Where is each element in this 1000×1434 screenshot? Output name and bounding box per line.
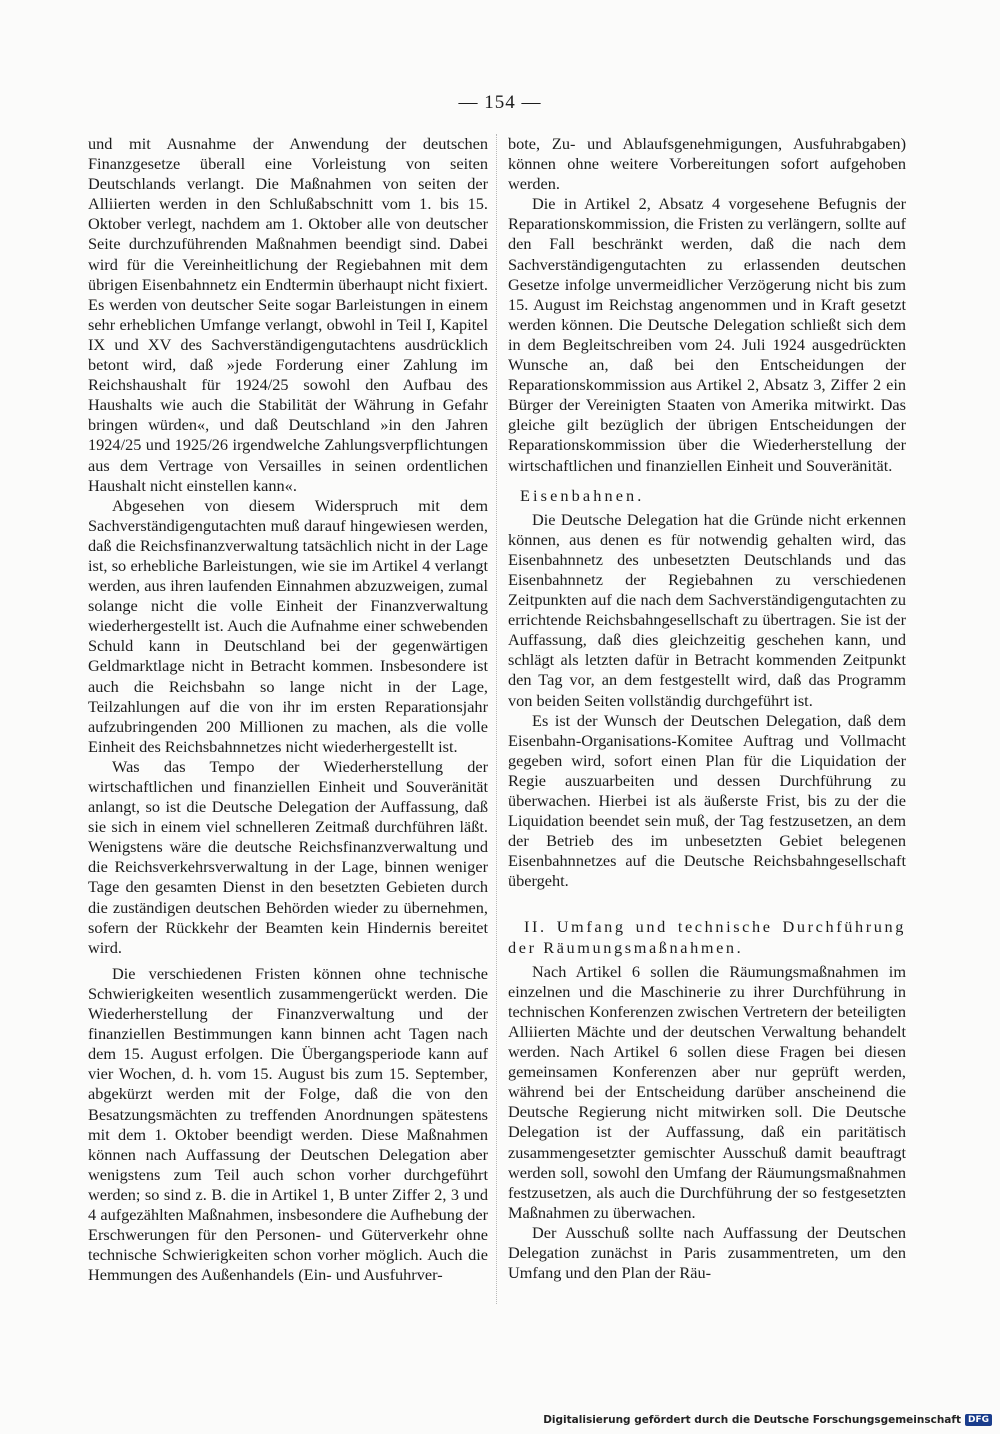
credit-text: Digitalisierung gefördert durch die Deutsche Forschungsgemeinschaft <box>543 1414 961 1426</box>
paragraph: Der Ausschuß sollte nach Auffassung der Deutschen Delegation zunächst in Paris zusammentreten, um den Umfang und den Plan der Räu- <box>508 1222 906 1283</box>
paragraph: Nach Artikel 6 sollen die Räumungsmaßnahmen im einzelnen und die Maschinerie zu ihrer Durchführung in technischen Konferenzen zwischen Vertretern der beteiligten Alliierten Mächte und der deutschen Verwaltung behandelt werden. Nach Artikel 6 sollen diese Fragen bei diesen gemeinsamen Konferenzen aber nur geprüft werden, während bei der Entscheidung darüber anscheinend die Deutsche Regierung nicht mitwirken soll. Die Deutsche Delegation ist der Auffassung, daß ein paritätisch zusammengesetzter gemischter Ausschuß damit beauftragt werden soll, sowohl den Umfang der Räumungsmaßnahmen festzusetzen, als auch die Durchführung der so festgesetzten Maßnahmen zu überwachen. <box>508 961 906 1222</box>
dfg-logo-icon: DFG <box>965 1414 992 1426</box>
digitization-credit <box>543 1414 992 1426</box>
paragraph: Die Deutsche Delegation hat die Gründe nicht erkennen können, aus denen es für notwendig gehalten wird, das Eisenbahnnetz des unbesetzten Deutschlands und das Eisenbahnnetz der Regiebahnen zu verschiedenen Zeitpunkten auf die nach dem Sachverständigengutachten zu errichtende Reichsbahngesellschaft zu übertragen. Sie ist der Auffassung, daß dies gleichzeitig geschehen kann, und schlägt als letzten dafür in Betracht kommenden Zeitpunkt den Tag vor, an dem festgestellt wird, daß das Programm von beiden Seiten vollständig durchgeführt ist. <box>508 509 906 710</box>
right-column <box>508 134 906 1283</box>
paragraph: Es ist der Wunsch der Deutschen Delegation, daß dem Eisenbahn-Organisations-Komitee Auftrag und Vollmacht gegeben wird, sofort einen Plan für die Liquidation der Regie auszuarbeiten und dessen Durchführung zu überwachen. Hierbei ist als äußerste Frist, bis zu der die Liquidation beendet sein muß, der Tag festzusetzen, an dem der Betrieb des im unbesetzten Gebiet belegenen Eisenbahnnetzes auf die Deutsche Reichsbahngesellschaft übergeht. <box>508 710 906 891</box>
paragraph: Abgesehen von diesem Widerspruch mit dem Sachverständigengutachten muß darauf hingewiesen werden, daß die Reichsfinanzverwaltung tatsächlich nicht in der Lage ist, so erhebliche Barleistungen, wie sie im Artikel 4 verlangt werden, aus ihren laufenden Einnahmen abzuzweigen, zumal solange nicht die volle Einheit der Finanzverwaltung wiederhergestellt ist. Auch die Aufnahme einer schwebenden Schuld kann in Deutschland bei der gegenwärtigen Geldmarktlage nicht in Betracht kommen. Insbesondere ist auch die Reichsbahn so lange nicht in der Lage, Teilzahlungen auf die von ihr im ersten Reparationsjahr aufzubringenden 200 Millionen zu machen, als die volle Einheit des Reichsbahnnetzes nicht wiederhergestellt ist. <box>88 495 488 756</box>
page-number: — 154 — <box>458 92 542 113</box>
paragraph: und mit Ausnahme der Anwendung der deutschen Finanzgesetze überall eine Vorleistung von seiten Deutschlands verlangt. Die Maßnahmen von seiten der Alliierten werden in den Schlußabschnitt vom 1. bis 15. Oktober verlegt, nachdem am 1. Oktober alle von deutscher Seite durchzuführenden Maßnahmen beendigt sind. Dabei wird für die Vereinheitlichung der Regiebahnen mit dem übrigen Eisenbahnnetz ein Endtermin überhaupt nicht fixiert. Es werden von deutscher Seite sogar Barleistungen in einem sehr erheblichen Umfange verlangt, obwohl in Teil I, Kapitel IX und XV des Sachverständigengutachtens ausdrücklich betont wird, daß »jede Forderung einer Zahlung im Reichshaushalt für 1924/25 sowohl den Aufbau des Haushalts wie auch die Stabilität der Währung in Gefahr bringen würden«, und daß Deutschland »in den Jahren 1924/25 und 1925/26 irgendwelche Zahlungsverpflichtungen aus dem Vertrage von Versailles in seinen ordentlichen Haushalt nicht einstellen kann«. <box>88 134 488 495</box>
column-divider <box>496 134 497 1304</box>
paragraph: Die verschiedenen Fristen können ohne technische Schwierigkeiten wesentlich zusammengerückt werden. Die Wiederherstellung der Finanzverwaltung und der finanziellen Bestimmungen kann binnen acht Tagen nach dem 15. August erfolgen. Die Übergangsperiode kann auf vier Wochen, d. h. vom 15. August bis zum 15. September, abgekürzt werden mit der Folge, daß die von den Besatzungsmächten zu treffenden Anordnungen spätestens mit dem 1. Oktober beendigt werden. Diese Maßnahmen können nach Auffassung der Deutschen Delegation aber wenigstens zum Teil auch schon vorher durchgeführt werden; so sind z. B. die in Artikel 1, B unter Ziffer 2, 3 und 4 aufgezählten Maßnahmen, insbesondere die Aufhebung der Erschwerungen für den Personen- und Güterverkehr ohne technische Schwierigkeiten schon vorher möglich. Auch die Hemmungen des Außenhandels (Ein- und Ausfuhrver- <box>88 963 488 1285</box>
paragraph: Die in Artikel 2, Absatz 4 vorgesehene Befugnis der Reparationskommission, die Fristen zu verlängern, sollte auf den Fall beschränkt werden, daß die nach dem Sachverständigengutachten zu erlassenden deutschen Gesetze infolge unvermeidlicher Verzögerung nicht bis zum 15. August im Reichstag angenommen und in Kraft gesetzt werden können. Die Deutsche Delegation schließt sich dem in dem Begleitschreiben vom 24. Juli 1924 ausgedrückten Wunsche an, daß bei den Entscheidungen der Reparationskommission aus Artikel 2, Absatz 3, Ziffer 2 ein Bürger der Vereinigten Staaten von Amerika mitwirkt. Das gleiche gilt bezüglich der übrigen Entscheidungen der Reparationskommission über die Wiederherstellung der wirtschaftlichen und finanziellen Einheit und Souveränität. <box>508 194 906 475</box>
paragraph: bote, Zu- und Ablaufsgenehmigungen, Ausfuhrabgaben) können ohne weitere Vorbereitungen sofort aufgehoben werden. <box>508 134 906 194</box>
left-column <box>88 134 488 1285</box>
paragraph: Was das Tempo der Wiederherstellung der wirtschaftlichen und finanziellen Einheit und Souveränität anlangt, so ist die Deutsche Delegation der Auffassung, daß sie sich in einem viel schnelleren Zeitmaß durchführen läßt. Wenigstens wäre die deutsche Reichsfinanzverwaltung und die Reichsverkehrsverwaltung in der Lage, binnen weniger Tage den gesamten Dienst in den besetzten Gebieten durch die zuständigen deutschen Behörden wieder zu übernehmen, sofern der Rückkehr der Beamten kein Hindernis bereitet wird. <box>88 756 488 957</box>
section-heading-clearance: II. Umfang und technische Durchführung der Räumungsmaßnahmen. <box>508 917 906 957</box>
section-heading-railways: Eisenbahnen. <box>520 485 645 505</box>
